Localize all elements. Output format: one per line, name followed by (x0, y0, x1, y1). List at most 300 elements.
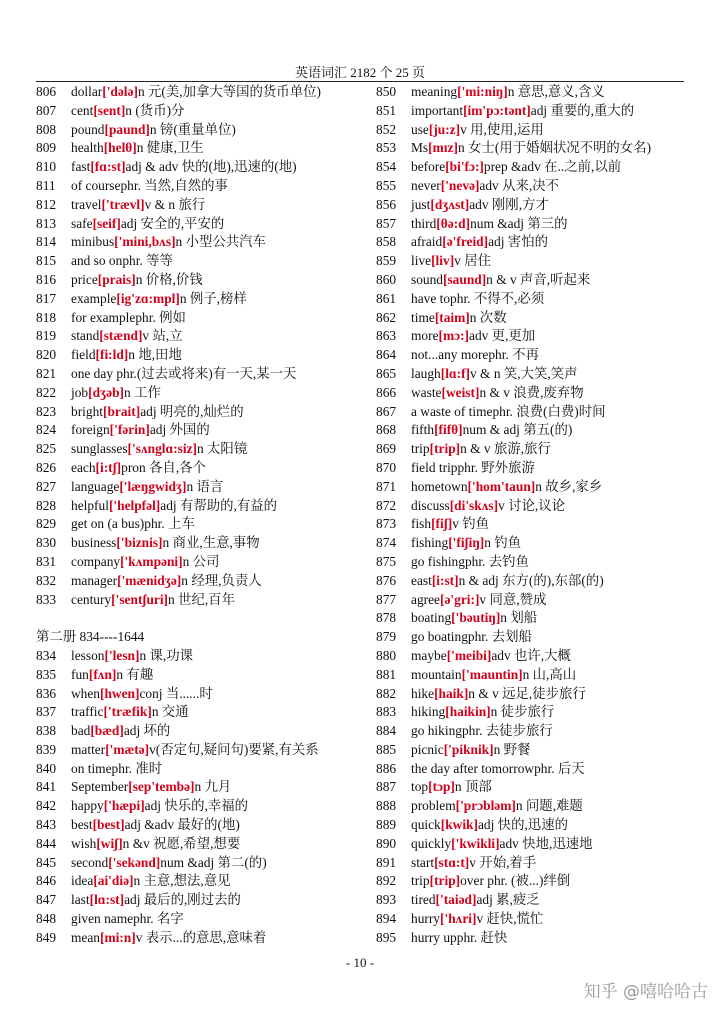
entry-word: important (411, 102, 464, 118)
entry-word: travel (71, 196, 102, 212)
vocab-entry (36, 290, 348, 309)
entry-phonetic: ['hæpi] (103, 798, 145, 814)
entry-phonetic: ['nevə] (440, 177, 480, 193)
entry-phonetic: ['meibi] (446, 647, 492, 663)
entry-definition: n 地,田地 (128, 347, 182, 363)
entry-definition: phr. 等等 (122, 253, 173, 269)
entry-word: time (411, 309, 435, 325)
entry-word: price (71, 271, 98, 287)
entry-phonetic: [bi'fɔ:] (445, 159, 484, 175)
entry-word: hiking (411, 704, 446, 720)
entry-definition: n 故乡,家乡 (535, 478, 603, 494)
vocab-entry (36, 835, 348, 854)
entry-phonetic: ['mi:niŋ] (457, 84, 508, 99)
entry-number: 813 (36, 215, 57, 231)
entry-phonetic: [mɔ:] (438, 328, 469, 344)
entry-phonetic: [fi:ld] (95, 347, 129, 363)
entry-number: 806 (36, 84, 57, 99)
entry-phonetic: [fiʃ] (431, 516, 453, 532)
entry-number: 857 (376, 215, 397, 231)
entry-definition: phr. 不再 (488, 347, 539, 363)
entry-number: 848 (36, 911, 57, 927)
vocab-entry (376, 83, 688, 102)
vocab-entry (376, 666, 688, 685)
entry-number: 853 (376, 140, 397, 156)
entry-number: 872 (376, 497, 397, 513)
entry-definition: n 课,功课 (139, 647, 194, 663)
entry-phonetic: [fifθ] (434, 422, 463, 438)
vocab-entry (376, 139, 688, 158)
vocab-entry (376, 421, 688, 440)
entry-word: laugh (411, 365, 441, 381)
entry-number: 855 (376, 177, 397, 193)
entry-phonetic: ['biznis] (116, 535, 163, 551)
entry-definition: phr. 后天 (534, 760, 585, 776)
entry-word: bad (71, 723, 91, 739)
entry-definition: n 价格,价钱 (135, 271, 203, 287)
entry-definition: adj 安全的,平安的 (120, 215, 225, 231)
entry-word: go hiking (411, 723, 462, 739)
entry-definition: adj 累,疲乏 (476, 892, 540, 908)
entry-word: go boating (411, 629, 468, 645)
entry-word: wish (71, 835, 97, 851)
entry-number: 843 (36, 817, 57, 833)
entry-word: given name (71, 911, 134, 927)
vocab-entry (376, 816, 688, 835)
entry-word: and so on (71, 253, 123, 269)
entry-word: idea (71, 873, 94, 889)
entry-word: safe (71, 215, 93, 231)
entry-number: 833 (36, 591, 57, 607)
vocab-entry (376, 722, 688, 741)
entry-word: September (71, 779, 129, 795)
vocab-entry (376, 365, 688, 384)
entry-definition: n 意思,意义,含义 (507, 84, 605, 99)
entry-phonetic: [dʒəb] (88, 384, 125, 400)
entry-number: 862 (376, 309, 397, 325)
entry-definition: n 九月 (194, 779, 232, 795)
watermark: 知乎 @嘻哈哈古 (583, 982, 708, 1002)
entry-number: 869 (376, 441, 397, 457)
entry-definition: num &adj 第二(的) (160, 854, 267, 870)
entry-definition: n 有趣 (116, 666, 154, 682)
entry-definition: v 赶快,慌忙 (476, 911, 544, 927)
entry-word: live (411, 253, 432, 269)
vocab-entry (36, 647, 348, 666)
entry-number: 828 (36, 497, 57, 513)
entry-definition: v 同意,赞成 (479, 591, 547, 607)
entry-number: 854 (376, 159, 397, 175)
entry-phonetic: [seif] (92, 215, 121, 231)
entry-word: minibus (71, 234, 115, 250)
entry-number: 827 (36, 478, 57, 494)
entry-definition: adj 有帮助的,有益的 (160, 497, 278, 513)
entry-definition: n 镑(重量单位) (149, 121, 236, 137)
vocab-entry (36, 666, 348, 685)
entry-phonetic: [ai'diə] (93, 873, 134, 889)
entry-phonetic: [hwen] (100, 685, 140, 701)
vocab-entry (376, 797, 688, 816)
entry-number: 870 (376, 459, 397, 475)
entry-number: 839 (36, 741, 57, 757)
entry-phonetic: [ig'zɑ:mpl] (116, 290, 180, 306)
entry-number: 841 (36, 779, 57, 795)
vocab-entry (36, 403, 348, 422)
entry-number: 886 (376, 760, 397, 776)
entry-phonetic: ['sʌnglɑ:siz] (127, 441, 197, 457)
vocab-entry (376, 497, 688, 516)
entry-phonetic: ['hʌri] (440, 911, 477, 927)
vocab-entry (36, 722, 348, 741)
vocab-entry (376, 760, 688, 779)
entry-word: field (71, 347, 96, 363)
entry-number: 885 (376, 741, 397, 757)
entry-definition: n 交通 (151, 704, 189, 720)
vocab-entry (376, 403, 688, 422)
vocab-entry (376, 891, 688, 910)
entry-word: fish (411, 516, 432, 532)
vocab-entry (376, 534, 688, 553)
entry-word: go fishing (411, 553, 465, 569)
entry-number: 825 (36, 441, 57, 457)
entry-definition: adj 最后的,刚过去的 (124, 892, 241, 908)
entry-word: happy (71, 798, 104, 814)
vocab-entry (36, 215, 348, 234)
vocab-entry (376, 628, 688, 647)
entry-word: use (411, 121, 429, 137)
entry-number: 824 (36, 422, 57, 438)
entry-word: bright (71, 403, 103, 419)
entry-number: 863 (376, 328, 397, 344)
entry-phonetic: [haikin] (445, 704, 491, 720)
page-number: - 10 - (345, 955, 375, 970)
entry-phonetic: ['trævl] (101, 196, 145, 212)
left-column (36, 83, 348, 948)
vocab-entry (36, 365, 348, 384)
vocab-entry (36, 102, 348, 121)
vocab-entry (36, 459, 348, 478)
entry-definition: n 徒步旅行 (490, 704, 555, 720)
entry-phonetic: ['prɔbləm] (455, 798, 516, 814)
entry-definition: n 公司 (182, 553, 220, 569)
entry-word: second (71, 854, 109, 870)
entry-definition: num &adj 第三的 (470, 215, 568, 231)
vocab-entry (36, 778, 348, 797)
entry-definition: adj 明亮的,灿烂的 (140, 403, 244, 419)
entry-number: 811 (36, 177, 56, 193)
entry-phonetic: ['sekənd] (108, 854, 161, 870)
entry-phonetic: [lɑ:st] (89, 892, 125, 908)
entry-word: problem (411, 798, 456, 814)
entry-phonetic: [wiʃ] (96, 835, 123, 851)
vocab-entry (376, 327, 688, 346)
entry-definition: n 商业,生意,事物 (162, 535, 260, 551)
entry-word: field trip (411, 459, 458, 475)
entry-phonetic: [stænd] (99, 328, 143, 344)
entry-phonetic: ['bəutiŋ] (451, 610, 501, 626)
entry-word: each (71, 459, 96, 475)
entry-definition: adj 快乐的,幸福的 (144, 798, 249, 814)
entry-number: 865 (376, 365, 397, 381)
section-spacer (36, 609, 348, 628)
entry-definition: adv 刚刚,方才 (469, 196, 549, 212)
entry-number: 891 (376, 854, 397, 870)
entry-phonetic: [trip] (429, 441, 461, 457)
entry-word: get on (a bus) (71, 516, 145, 532)
entry-phonetic: ['hom'taun] (467, 478, 536, 494)
entry-word: sound (411, 271, 443, 287)
entry-phonetic: [ju:z] (428, 121, 461, 137)
vocab-entry (36, 515, 348, 534)
entry-word: sunglasses (71, 441, 128, 457)
entry-definition: n 划船 (500, 610, 538, 626)
entry-number: 808 (36, 121, 57, 137)
entry-number: 890 (376, 835, 397, 851)
vocab-entry (376, 290, 688, 309)
entry-number: 817 (36, 290, 57, 306)
entry-phonetic: [weist] (441, 384, 480, 400)
entry-definition: n 顶部 (454, 779, 492, 795)
entry-number: 884 (376, 723, 397, 739)
entry-phonetic: ['læŋgwidʒ] (119, 478, 187, 494)
vocab-entry (376, 121, 688, 140)
vocab-entry (376, 271, 688, 290)
vocab-entry (376, 102, 688, 121)
entry-definition: adj & adv 快的(地),迅速的(地) (125, 159, 297, 175)
entry-definition: phr. 当然,自然的事 (120, 177, 228, 193)
entry-phonetic: ['kwikli] (451, 835, 500, 851)
entry-word: east (411, 572, 432, 588)
vocab-entry (376, 591, 688, 610)
vocab-entry (36, 741, 348, 760)
entry-number: 842 (36, 798, 57, 814)
vocab-entry (36, 703, 348, 722)
vocab-entry (376, 459, 688, 478)
vocab-entry (376, 910, 688, 929)
vocab-entry (376, 854, 688, 873)
entry-phonetic: ['lesn] (104, 647, 140, 663)
entry-word: hurry (411, 911, 441, 927)
entry-number: 835 (36, 666, 57, 682)
entry-number: 876 (376, 572, 397, 588)
vocab-entry (36, 83, 348, 102)
entry-definition: adv 从来,决不 (479, 177, 560, 193)
vocab-entry (376, 685, 688, 704)
entry-number: 847 (36, 892, 57, 908)
entry-definition: n (货币)分 (125, 102, 185, 118)
entry-word: agree (411, 591, 440, 607)
vocab-entry (36, 196, 348, 215)
vocab-entry (376, 252, 688, 271)
entry-number: 820 (36, 347, 57, 363)
entry-phonetic: ['mauntin] (461, 666, 523, 682)
entry-number: 887 (376, 779, 397, 795)
entry-phonetic: [haik] (434, 685, 469, 701)
entry-word: the day after tomorrow (411, 760, 535, 776)
vocab-entry (376, 703, 688, 722)
entry-number: 873 (376, 516, 397, 532)
entry-number: 822 (36, 384, 57, 400)
entry-definition: adv 快地,迅速地 (499, 835, 593, 851)
entry-word: fishing (411, 535, 449, 551)
entry-definition: v & n 笑,大笑,笑声 (470, 365, 578, 381)
entry-phonetic: ['piknik] (443, 741, 494, 757)
entry-phonetic: ['fərin] (109, 422, 150, 438)
entry-definition: adv 更,更加 (469, 328, 536, 344)
entry-definition: phr. 去划船 (467, 629, 532, 645)
entry-number: 844 (36, 835, 57, 851)
entry-word: waste (411, 384, 442, 400)
entry-definition: adj 重要的,重大的 (530, 102, 635, 118)
entry-number: 815 (36, 253, 57, 269)
entry-number: 894 (376, 911, 397, 927)
entry-number: 860 (376, 271, 397, 287)
vocab-entry (376, 515, 688, 534)
vocab-entry (36, 553, 348, 572)
entry-word: helpful (71, 497, 109, 513)
entry-number: 880 (376, 647, 397, 663)
vocab-entry (376, 609, 688, 628)
entry-phonetic: [im'pɔ:tənt] (463, 102, 531, 118)
entry-number: 874 (376, 535, 397, 551)
entry-phonetic: [kwik] (440, 817, 478, 833)
vocab-entry (36, 478, 348, 497)
entry-definition: phr. 野外旅游 (457, 459, 535, 475)
entry-word: picnic (411, 741, 444, 757)
entry-word: manager (71, 572, 118, 588)
entry-phonetic: ['mætə] (105, 741, 150, 757)
entry-word: matter (71, 741, 106, 757)
entry-word: fun (71, 666, 89, 682)
entry-number: 882 (376, 685, 397, 701)
entry-definition: n &v 祝愿,希望,想要 (122, 835, 241, 851)
entry-word: trip (411, 441, 430, 457)
vocab-entry (376, 647, 688, 666)
entry-word: just (411, 196, 431, 212)
entry-definition: phr. 名字 (133, 911, 184, 927)
entry-definition: n 主意,想法,意见 (133, 873, 231, 889)
vocab-entry (376, 233, 688, 252)
entry-phonetic: ['dələ] (102, 84, 138, 99)
vocab-entry (376, 572, 688, 591)
entry-phonetic: [prais] (97, 271, 136, 287)
entry-word: for example (71, 309, 136, 325)
entry-definition: n & adj 东方(的),东部(的) (458, 572, 604, 588)
entry-number: 866 (376, 384, 397, 400)
entry-number: 877 (376, 591, 397, 607)
entry-word: job (71, 384, 89, 400)
entry-phonetic: [helθ] (103, 140, 137, 156)
entry-number: 836 (36, 685, 57, 701)
entry-word: when (71, 685, 101, 701)
entry-definition: n 经理,负责人 (181, 572, 262, 588)
vocab-entry (36, 534, 348, 553)
entry-phonetic: [fɑ:st] (90, 159, 126, 175)
entry-definition: n & v 浪费,废弃物 (479, 384, 584, 400)
entry-number: 858 (376, 234, 397, 250)
right-column (376, 83, 688, 948)
entry-phonetic: [mi:n] (100, 929, 136, 945)
vocab-entry (376, 741, 688, 760)
entry-phonetic: [di'skʌs] (449, 497, 499, 513)
vocab-entry (36, 685, 348, 704)
entry-phonetic: ['helpfəl] (108, 497, 161, 513)
entry-word: tired (411, 892, 436, 908)
entry-word: never (411, 177, 441, 193)
vocab-entry (376, 309, 688, 328)
entry-word: not...any more (411, 347, 489, 363)
entry-number: 834 (36, 647, 57, 663)
entry-word: start (411, 854, 435, 870)
entry-word: foreign (71, 422, 110, 438)
entry-definition: n 钓鱼 (484, 535, 522, 551)
entry-number: 810 (36, 159, 57, 175)
vocab-entry (376, 158, 688, 177)
vocab-entry (36, 327, 348, 346)
entry-definition: n 野餐 (493, 741, 531, 757)
entry-number: 818 (36, 309, 57, 325)
vocab-entry (36, 891, 348, 910)
entry-word: Ms (411, 140, 429, 156)
entry-number: 849 (36, 929, 57, 945)
entry-word: mountain (411, 666, 462, 682)
entry-definition: phr. 不得不,必须 (450, 290, 545, 306)
entry-definition: adj 外国的 (149, 422, 210, 438)
vocab-entry (376, 346, 688, 365)
entry-definition: adj 害怕的 (488, 234, 548, 250)
entry-number: 826 (36, 459, 57, 475)
entry-number: 893 (376, 892, 397, 908)
entry-definition: n & v 声音,听起来 (486, 271, 591, 287)
vocab-entry (36, 271, 348, 290)
entry-word: company (71, 553, 121, 569)
entry-number: 807 (36, 102, 57, 118)
entry-definition: adv 也许,大概 (491, 647, 571, 663)
entry-definition: v & n 旅行 (144, 196, 206, 212)
entry-phonetic: ['fiʃiŋ] (448, 535, 485, 551)
entry-number: 864 (376, 347, 397, 363)
entry-phonetic: [sep'tembə] (128, 779, 195, 795)
entry-definition: phr. 准时 (111, 760, 163, 776)
entry-number: 829 (36, 516, 57, 532)
entry-phonetic: [sent] (93, 102, 126, 118)
vocab-entry (376, 440, 688, 459)
entry-definition: phr. 赶快 (456, 929, 508, 945)
entry-word: top (411, 779, 429, 795)
entry-definition: n 健康,卫生 (136, 140, 204, 156)
entry-phonetic: [i:tʃ] (95, 459, 122, 475)
entry-number: 852 (376, 121, 397, 137)
vocab-entry (36, 252, 348, 271)
entry-phonetic: [fʌn] (88, 666, 117, 682)
entry-word: cent (71, 102, 94, 118)
entry-definition: n 山,高山 (522, 666, 577, 682)
entry-number: 837 (36, 704, 57, 720)
vocab-entry (36, 177, 348, 196)
vocab-entry (36, 760, 348, 779)
entry-word: stand (71, 328, 100, 344)
entry-definition: n 太阳镜 (197, 441, 248, 457)
entry-number: 881 (376, 666, 397, 682)
vocab-entry (36, 158, 348, 177)
vocab-entry (376, 215, 688, 234)
entry-number: 832 (36, 572, 57, 588)
entry-number: 816 (36, 271, 57, 287)
vocab-entry (36, 497, 348, 516)
entry-phonetic: [liv] (431, 253, 455, 269)
entry-word: dollar (71, 84, 103, 99)
entry-word: on time (71, 760, 112, 776)
